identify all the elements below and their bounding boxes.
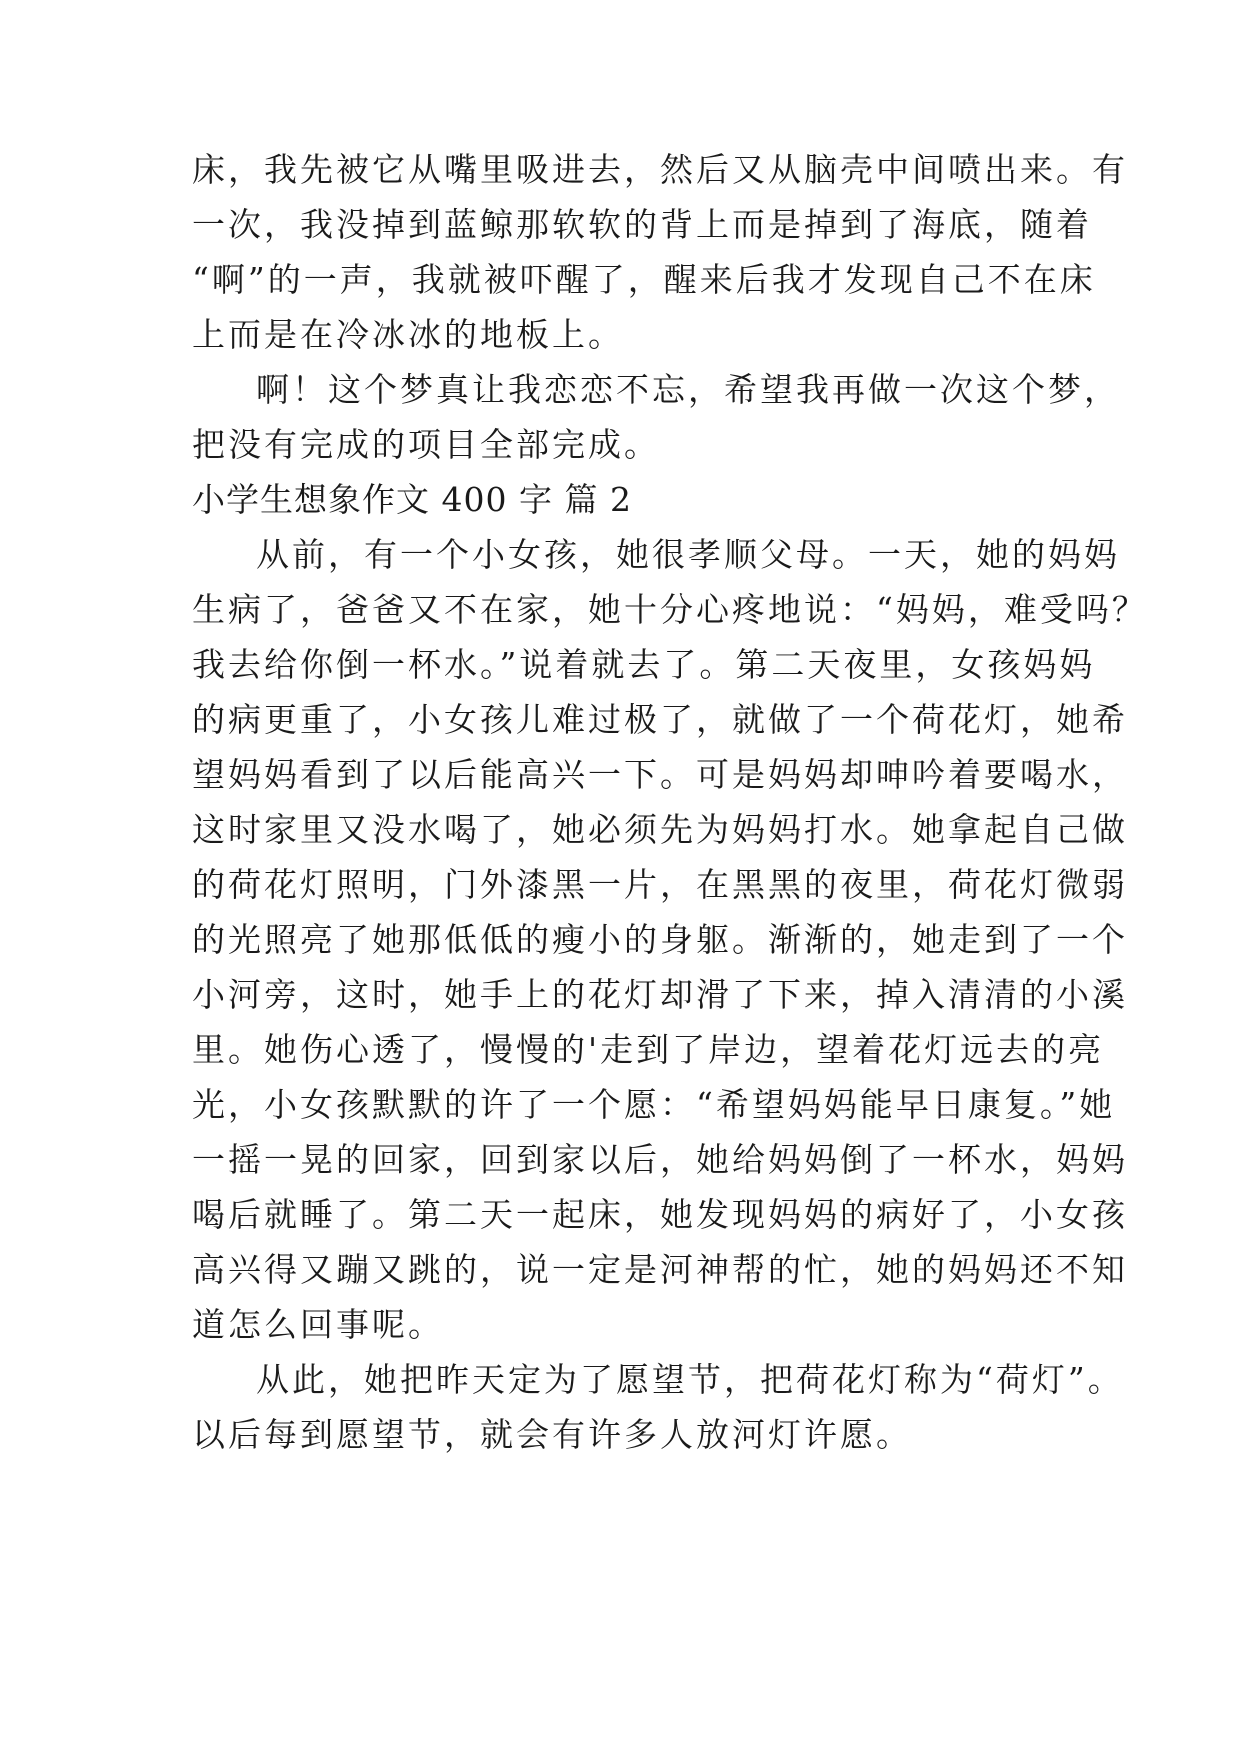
text-line: “啊”的一声，我就被吓醒了，醒来后我才发现自己不在床 [192, 260, 1096, 299]
text-line: 一次，我没掉到蓝鲸那软软的背上而是掉到了海底，随着 [192, 205, 1092, 244]
text-line: 里。她伤心透了，慢慢的'走到了岸边，望着花灯远去的亮 [192, 1030, 1105, 1069]
text-line: 的病更重了，小女孩儿难过极了，就做了一个荷花灯，她希 [192, 700, 1128, 739]
section-heading: 小学生想象作文 400 字 篇 2 [192, 480, 632, 519]
text-line: 喝后就睡了。第二天一起床，她发现妈妈的病好了，小女孩 [192, 1195, 1128, 1234]
text-line: 我去给你倒一杯水。”说着就去了。第二天夜里，女孩妈妈 [192, 645, 1096, 684]
text-line: 把没有完成的项目全部完成。 [192, 425, 660, 464]
text-line: 一摇一晃的回家，回到家以后，她给妈妈倒了一杯水，妈妈 [192, 1140, 1128, 1179]
paragraph-first-line: 从前，有一个小女孩，她很孝顺父母。一天，她的妈妈 [256, 535, 1120, 574]
text-line: 上而是在冷冰冰的地板上。 [192, 315, 624, 354]
text-line: 望妈妈看到了以后能高兴一下。可是妈妈却呻吟着要喝水， [192, 755, 1128, 794]
text-line: 床，我先被它从嘴里吸进去，然后又从脑壳中间喷出来。有 [192, 150, 1128, 189]
text-line: 以后每到愿望节，就会有许多人放河灯许愿。 [192, 1415, 912, 1454]
text-line: 的光照亮了她那低低的瘦小的身躯。渐渐的，她走到了一个 [192, 920, 1128, 959]
text-line: 的荷花灯照明，门外漆黑一片，在黑黑的夜里，荷花灯微弱 [192, 865, 1128, 904]
text-line: 高兴得又蹦又跳的，说一定是河神帮的忙，她的妈妈还不知 [192, 1250, 1128, 1289]
text-line: 道怎么回事呢。 [192, 1305, 444, 1344]
text-line: 小河旁，这时，她手上的花灯却滑了下来，掉入清清的小溪 [192, 975, 1128, 1014]
text-line: 生病了，爸爸又不在家，她十分心疼地说：“妈妈，难受吗？ [192, 590, 1148, 629]
paragraph-first-line: 从此，她把昨天定为了愿望节，把荷花灯称为“荷灯”。 [256, 1360, 1124, 1399]
text-line: 这时家里又没水喝了，她必须先为妈妈打水。她拿起自己做 [192, 810, 1128, 849]
text-line: 光，小女孩默默的许了一个愿：“希望妈妈能早日康复。”她 [192, 1085, 1116, 1124]
paragraph-first-line: 啊！这个梦真让我恋恋不忘，希望我再做一次这个梦， [256, 370, 1120, 409]
